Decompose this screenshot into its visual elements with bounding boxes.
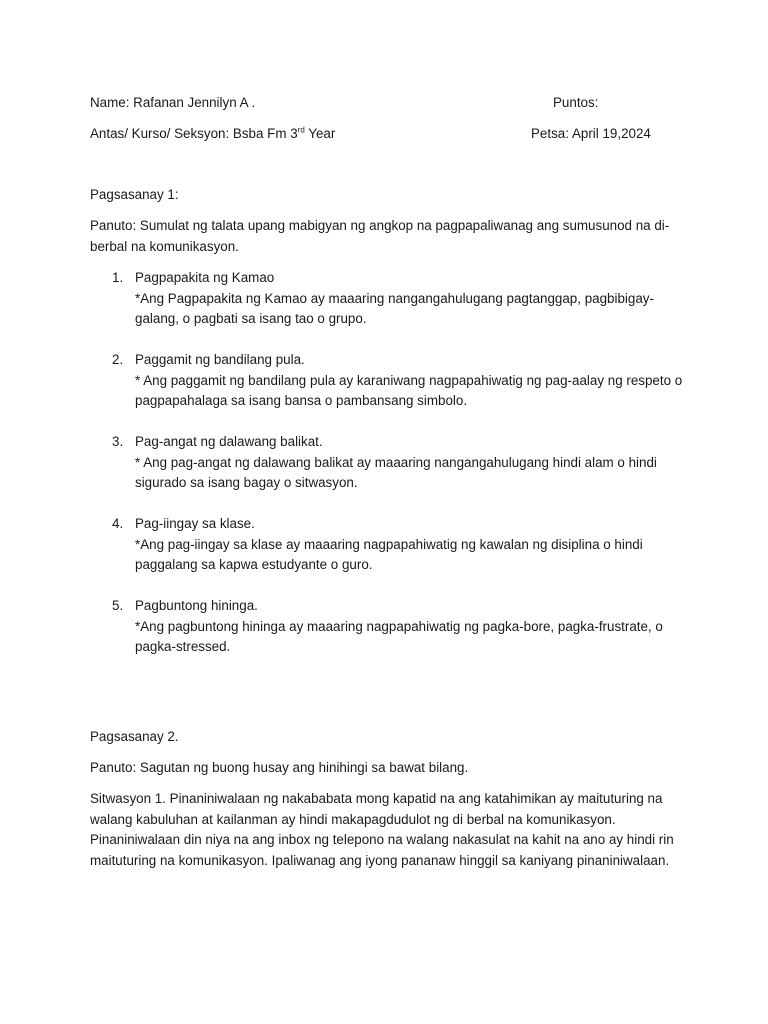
course-section [90, 126, 335, 141]
list-item [90, 350, 690, 412]
item-number: 4. [112, 516, 124, 531]
situation-1: Sitwasyon 1. Pinaniniwalaan ng nakababata mong kapatid na ang katahimikan ay maituturing na walang kabuluhan at kailanman ay hindi makapagdudulot ng di berbal na komunikasyon. Pinaniniwalaan din niya na ang inbox ng telepono na walang nakasulat na kahit na ano ay hindi rin maituturing na komunikasyon. Ipaliwanag ang iyong pananaw hinggil sa kaniyang pinaniniwalaan. [90, 791, 674, 868]
item-title: Pag-iingay sa klase. [135, 516, 255, 531]
date-label: Petsa: April 19,2024 [531, 126, 651, 141]
course-suffix: Year [304, 126, 336, 141]
item-title: Pagbuntong hininga. [135, 598, 258, 613]
points-label: Puntos: [553, 95, 599, 110]
item-number: 3. [112, 434, 124, 449]
student-name: Name: Rafanan Jennilyn A . [90, 95, 256, 110]
item-number: 5. [112, 598, 124, 613]
item-description: * Ang paggamit ng bandilang pula ay karaniwang nagpapahiwatig ng pag-aalay ng respeto o pagpapahalaga sa isang bansa o pambansang simbolo. [135, 372, 683, 408]
item-title: Pag-angat ng dalawang balikat. [135, 434, 323, 449]
list-item [90, 268, 690, 330]
item-description: * Ang pag-angat ng dalawang balikat ay maaaring nangangahulugang hindi alam o hindi sigurado sa isang bagay o sitwasyon. [135, 454, 657, 490]
exercise2-title: Pagsasanay 2. [90, 729, 179, 744]
list-item [90, 514, 690, 576]
item-number: 1. [112, 270, 124, 285]
exercise1-title: Pagsasanay 1: [90, 187, 179, 202]
item-description: *Ang Pagpapakita ng Kamao ay maaaring nangangahulugang pagtanggap, pagbibigay-galang, o pagbati sa isang tao o grupo. [135, 290, 654, 326]
exercise1-instruction: Panuto: Sumulat ng talata upang mabigyan ng angkop na pagpapaliwanag ang sumusunod na di- berbal na komunikasyon. [90, 218, 670, 254]
exercise2-instruction: Panuto: Sagutan ng buong husay ang hinihingi sa bawat bilang. [90, 760, 469, 775]
list-item [90, 596, 690, 658]
item-title: Pagpapakita ng Kamao [135, 270, 275, 285]
course-prefix: Antas/ Kurso/ Seksyon: Bsba Fm 3 [90, 126, 298, 141]
item-description: *Ang pagbuntong hininga ay maaaring nagpapahiwatig ng pagka-bore, pagka-frustrate, o pagka-stressed. [135, 618, 663, 654]
item-description: *Ang pag-iingay sa klase ay maaaring nagpapahiwatig ng kawalan ng disiplina o hindi paggalang sa kapwa estudyante o guro. [135, 536, 643, 572]
course-superscript: rd [297, 125, 305, 135]
exercise1-list [90, 268, 690, 678]
item-number: 2. [112, 352, 124, 367]
list-item [90, 432, 690, 494]
item-title: Paggamit ng bandilang pula. [135, 352, 305, 367]
